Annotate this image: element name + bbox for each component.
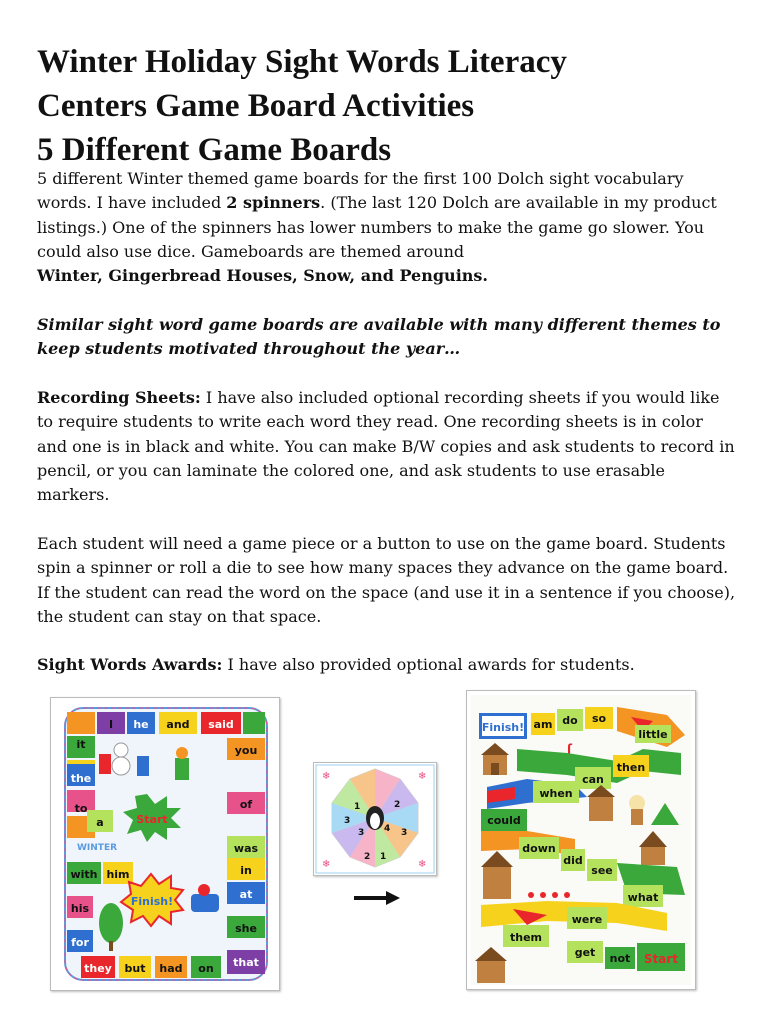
awards-paragraph xyxy=(37,653,737,677)
board2-word-get: get xyxy=(574,946,596,959)
intro-text-b: . (The last 120 Dolch are available in my product listings.) One of the spinners has lower numbers to make the game go slower. You could also use dice. Gameboards are themed around xyxy=(37,193,717,261)
board1-word-it: it xyxy=(76,738,86,751)
recording-sheets-text: I have also included optional recording sheets if you would like to require students to write each word they read. One recording sheets is in color and one is in black and white. You can make B/W copies and ask students to record in pencil, or you can laminate the colored one, and ask students to use erasable markers. xyxy=(37,388,735,505)
spinner-graphic xyxy=(314,763,436,875)
title-line-1: Winter Holiday Sight Words Literacy xyxy=(37,44,567,80)
board1-word-had: had xyxy=(159,962,183,975)
winter-game-board-image xyxy=(50,697,280,991)
gingerbread-man-icon xyxy=(629,795,645,811)
gingerbread-game-board-image xyxy=(466,690,696,990)
awards-text: I have also provided optional awards for students. xyxy=(222,655,635,674)
board2-word-when: when xyxy=(539,787,573,800)
board1-word-and: and xyxy=(166,718,190,731)
board1-word-to: to xyxy=(74,802,88,815)
title-line-2: Centers Game Board Activities xyxy=(37,88,475,124)
board2-word-am: am xyxy=(533,718,553,731)
board2-finish: Finish! xyxy=(481,721,525,734)
spinner-number-4: 4 xyxy=(384,824,391,834)
board1-word-on: on xyxy=(198,962,214,975)
board1-word-said: said xyxy=(208,718,234,731)
snowflake-icon-4: ❄ xyxy=(418,859,427,870)
board1-start-label: Start xyxy=(136,813,168,826)
board1-word-she: she xyxy=(235,922,257,935)
similar-boards-note: Similar sight word game boards are available with many different themes to keep students motivated throughout the year… xyxy=(37,315,721,359)
recording-sheets-label: Recording Sheets: xyxy=(37,388,201,407)
board1-word-he: he xyxy=(133,718,149,731)
board1-space-corner xyxy=(67,712,95,734)
winter-game-board xyxy=(51,698,279,990)
spinner-number-1: 1 xyxy=(354,802,361,812)
board2-word-so: so xyxy=(591,712,607,725)
board1-word-his: his xyxy=(70,902,90,915)
snowflake-icon-2: ❄ xyxy=(418,771,427,782)
spinner-number-6: 2 xyxy=(364,852,371,862)
board1-banner: WINTER xyxy=(77,843,118,853)
snowflake-icon: ❄ xyxy=(322,771,331,782)
tree-icon xyxy=(99,903,123,943)
board1-word-was: was xyxy=(233,842,259,855)
spinner-number-7: 1 xyxy=(380,852,387,862)
snowflake-icon-3: ❄ xyxy=(322,859,331,870)
gingerbread-game-board xyxy=(467,691,695,989)
spinner-image xyxy=(313,762,437,876)
awards-label: Sight Words Awards: xyxy=(37,655,223,674)
board2-word-down: down xyxy=(522,842,556,855)
spinner-number-3: 3 xyxy=(401,828,408,838)
board1-word-a: a xyxy=(96,816,104,829)
board1-word-for: for xyxy=(71,936,89,949)
board2-word-little: little xyxy=(638,728,668,741)
board1-word-him: him xyxy=(106,868,130,881)
board1-finish-label: Finish! xyxy=(130,895,174,908)
spinner-arrow-icon xyxy=(352,890,402,906)
title-line-3: 5 Different Game Boards xyxy=(37,132,392,168)
intro-text-a: 5 different Winter themed game boards for the first 100 Dolch sight vocabulary words. I have included xyxy=(37,169,684,213)
board2-word-see: see xyxy=(591,864,613,877)
intro-paragraph xyxy=(37,167,737,288)
board1-word-you: you xyxy=(234,744,258,757)
board1-word-in: in xyxy=(240,864,252,877)
board2-word-were: were xyxy=(571,913,603,926)
board2-word-them: them xyxy=(509,931,543,944)
board1-word-of: of xyxy=(239,798,253,811)
recording-sheets-paragraph xyxy=(37,386,737,507)
board2-start: Start xyxy=(643,952,679,966)
spinners-emphasis: 2 spinners xyxy=(226,193,321,213)
board2-word-could: could xyxy=(487,814,521,827)
themes-list: Winter, Gingerbread Houses, Snow, and Penguins. xyxy=(37,266,488,286)
spinner-number-8: 3 xyxy=(344,816,351,826)
board1-word-that: that xyxy=(233,956,259,969)
instructions-paragraph: Each student will need a game piece or a button to use on the game board. Students spin a spinner or roll a die to see how many spaces they advance on the game board. If the student can read the word on the space (and use it in a sentence if you choose), the student can stay on that space. xyxy=(37,534,736,626)
board2-word-do: do xyxy=(562,714,578,727)
candy-cane-icon: ʃ xyxy=(567,742,572,756)
board2-word-not: not xyxy=(609,952,631,965)
board1-word-the: the xyxy=(70,772,92,785)
spinner-number-5: 3 xyxy=(358,828,365,838)
spinner-number-2: 2 xyxy=(394,800,401,810)
board1-word-but: but xyxy=(124,962,146,975)
board2-word-can: can xyxy=(582,773,604,786)
board1-word-with: with xyxy=(70,868,98,881)
board1-word-i: I xyxy=(108,718,114,731)
document-title xyxy=(37,40,737,172)
board1-word-they: they xyxy=(84,962,112,975)
board1-word-at: at xyxy=(239,888,253,901)
board2-word-then: then xyxy=(616,761,646,774)
board2-word-what: what xyxy=(627,891,659,904)
board2-word-did: did xyxy=(563,854,583,867)
